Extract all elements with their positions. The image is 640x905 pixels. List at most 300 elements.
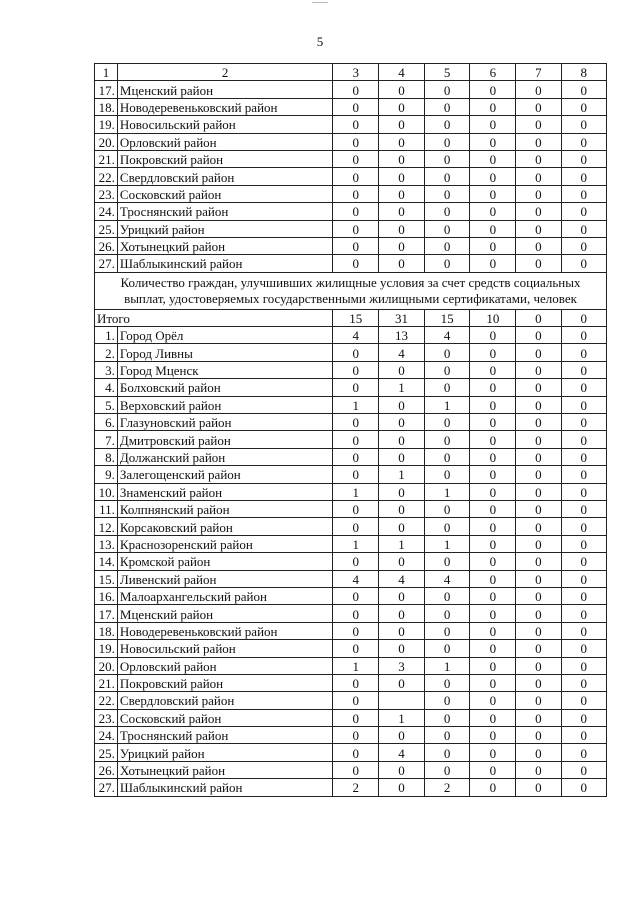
page-number: 5 (316, 34, 324, 49)
row-number: 2. (95, 344, 118, 361)
value-cell: 0 (516, 692, 561, 709)
row-number: 23. (95, 709, 118, 726)
value-cell: 4 (424, 327, 470, 344)
value-cell: 0 (561, 220, 606, 237)
value-cell: 0 (333, 692, 379, 709)
value-cell: 0 (516, 657, 561, 674)
district-name: Хотынецкий район (117, 237, 333, 254)
table-row (95, 605, 607, 622)
row-number: 8. (95, 448, 118, 465)
value-cell: 0 (424, 605, 470, 622)
value-cell: 0 (333, 81, 379, 98)
value-cell: 0 (379, 237, 425, 254)
value-cell: 0 (561, 622, 606, 639)
value-cell: 0 (470, 81, 516, 98)
value-cell: 0 (379, 361, 425, 378)
value-cell: 0 (333, 361, 379, 378)
district-name: Шаблыкинский район (117, 779, 333, 796)
value-cell: 0 (470, 237, 516, 254)
row-number: 3. (95, 361, 118, 378)
value-cell: 0 (470, 150, 516, 167)
value-cell: 0 (561, 431, 606, 448)
header-row (95, 64, 607, 81)
total-value: 15 (424, 309, 470, 326)
value-cell: 0 (333, 761, 379, 778)
value-cell: 0 (424, 150, 470, 167)
row-number: 9. (95, 466, 118, 483)
row-number: 18. (95, 622, 118, 639)
header-cell: 2 (117, 64, 333, 81)
value-cell: 0 (379, 414, 425, 431)
value-cell: 0 (379, 448, 425, 465)
value-cell: 0 (561, 518, 606, 535)
value-cell: 0 (333, 674, 379, 691)
value-cell: 0 (333, 203, 379, 220)
district-name: Ливенский район (117, 570, 333, 587)
table-row (95, 640, 607, 657)
row-number: 26. (95, 237, 118, 254)
scan-mark (312, 2, 328, 3)
value-cell: 0 (424, 692, 470, 709)
value-cell: 4 (379, 344, 425, 361)
value-cell: 0 (561, 553, 606, 570)
value-cell: 0 (516, 535, 561, 552)
value-cell: 0 (333, 431, 379, 448)
value-cell: 0 (424, 448, 470, 465)
district-name: Должанский район (117, 448, 333, 465)
value-cell: 0 (424, 116, 470, 133)
value-cell: 1 (379, 466, 425, 483)
header-cell: 5 (424, 64, 470, 81)
value-cell: 0 (561, 692, 606, 709)
value-cell: 0 (333, 500, 379, 517)
value-cell: 0 (561, 535, 606, 552)
value-cell: 0 (424, 81, 470, 98)
value-cell: 0 (424, 98, 470, 115)
value-cell: 0 (424, 168, 470, 185)
row-number: 16. (95, 587, 118, 604)
value-cell: 4 (333, 327, 379, 344)
district-name: Новосильский район (117, 116, 333, 133)
district-name: Мценский район (117, 81, 333, 98)
table-row (95, 622, 607, 639)
value-cell: 0 (333, 379, 379, 396)
value-cell: 0 (561, 185, 606, 202)
value-cell: 0 (379, 150, 425, 167)
district-name: Покровский район (117, 150, 333, 167)
value-cell: 0 (470, 203, 516, 220)
district-name: Орловский район (117, 133, 333, 150)
district-name: Хотынецкий район (117, 761, 333, 778)
row-number: 13. (95, 535, 118, 552)
value-cell: 0 (561, 255, 606, 272)
value-cell: 0 (470, 674, 516, 691)
value-cell: 0 (516, 500, 561, 517)
value-cell: 0 (470, 500, 516, 517)
value-cell: 0 (561, 168, 606, 185)
value-cell: 0 (470, 727, 516, 744)
value-cell: 0 (333, 448, 379, 465)
value-cell: 0 (424, 622, 470, 639)
value-cell: 0 (470, 327, 516, 344)
value-cell: 0 (424, 344, 470, 361)
value-cell: 0 (424, 744, 470, 761)
row-number: 20. (95, 657, 118, 674)
row-number: 26. (95, 761, 118, 778)
value-cell: 0 (561, 448, 606, 465)
row-number: 25. (95, 744, 118, 761)
district-name: Урицкий район (117, 744, 333, 761)
value-cell: 0 (333, 185, 379, 202)
value-cell: 0 (470, 761, 516, 778)
district-name: Новодеревеньковский район (117, 98, 333, 115)
district-name: Глазуновский район (117, 414, 333, 431)
value-cell: 0 (379, 203, 425, 220)
value-cell: 0 (516, 448, 561, 465)
row-number: 21. (95, 674, 118, 691)
total-value: 0 (516, 309, 561, 326)
value-cell: 0 (333, 220, 379, 237)
value-cell: 0 (516, 518, 561, 535)
table-row (95, 255, 607, 272)
value-cell: 0 (424, 237, 470, 254)
value-cell: 0 (470, 518, 516, 535)
value-cell: 0 (516, 361, 561, 378)
value-cell: 0 (516, 466, 561, 483)
table-row (95, 466, 607, 483)
value-cell: 0 (516, 255, 561, 272)
table-row (95, 431, 607, 448)
value-cell: 0 (561, 396, 606, 413)
value-cell: 0 (470, 379, 516, 396)
value-cell: 0 (470, 431, 516, 448)
value-cell: 0 (379, 185, 425, 202)
table-row (95, 327, 607, 344)
value-cell: 0 (516, 414, 561, 431)
district-name: Свердловский район (117, 692, 333, 709)
district-name: Мценский район (117, 605, 333, 622)
table-row (95, 727, 607, 744)
value-cell: 0 (470, 640, 516, 657)
total-value: 15 (333, 309, 379, 326)
value-cell: 0 (470, 185, 516, 202)
table-row (95, 779, 607, 796)
value-cell: 0 (561, 81, 606, 98)
value-cell: 0 (424, 674, 470, 691)
value-cell: 0 (516, 779, 561, 796)
value-cell: 0 (333, 98, 379, 115)
value-cell: 0 (516, 483, 561, 500)
value-cell: 0 (516, 220, 561, 237)
value-cell: 0 (470, 709, 516, 726)
table-row (95, 414, 607, 431)
row-number: 17. (95, 81, 118, 98)
district-name: Болховский район (117, 379, 333, 396)
value-cell: 0 (333, 116, 379, 133)
total-value: 0 (561, 309, 606, 326)
table-row (95, 709, 607, 726)
value-cell: 0 (516, 761, 561, 778)
total-row (95, 309, 607, 326)
table-row (95, 500, 607, 517)
row-number: 20. (95, 133, 118, 150)
value-cell: 0 (470, 587, 516, 604)
value-cell: 0 (333, 622, 379, 639)
value-cell: 0 (424, 709, 470, 726)
table-row (95, 761, 607, 778)
header-cell: 4 (379, 64, 425, 81)
row-number: 1. (95, 327, 118, 344)
row-number: 27. (95, 255, 118, 272)
value-cell: 4 (333, 570, 379, 587)
value-cell: 0 (470, 98, 516, 115)
value-cell: 1 (424, 483, 470, 500)
value-cell: 0 (516, 744, 561, 761)
table-row (95, 81, 607, 98)
value-cell: 0 (379, 431, 425, 448)
value-cell: 0 (379, 553, 425, 570)
value-cell: 0 (516, 344, 561, 361)
value-cell: 0 (516, 622, 561, 639)
value-cell: 0 (561, 657, 606, 674)
table-row (95, 553, 607, 570)
district-name: Свердловский район (117, 168, 333, 185)
total-value: 31 (379, 309, 425, 326)
value-cell: 0 (470, 744, 516, 761)
value-cell: 0 (561, 116, 606, 133)
value-cell: 0 (561, 744, 606, 761)
value-cell: 0 (516, 587, 561, 604)
value-cell: 0 (333, 518, 379, 535)
district-name: Покровский район (117, 674, 333, 691)
table-row (95, 203, 607, 220)
value-cell: 0 (516, 98, 561, 115)
district-name: Залегощенский район (117, 466, 333, 483)
district-name: Знаменский район (117, 483, 333, 500)
value-cell: 0 (561, 237, 606, 254)
value-cell: 1 (424, 535, 470, 552)
value-cell: 0 (333, 744, 379, 761)
value-cell: 0 (333, 466, 379, 483)
value-cell: 4 (379, 570, 425, 587)
value-cell: 2 (333, 779, 379, 796)
value-cell: 0 (424, 185, 470, 202)
table-row (95, 692, 607, 709)
value-cell: 0 (516, 709, 561, 726)
row-number: 12. (95, 518, 118, 535)
value-cell: 0 (470, 570, 516, 587)
value-cell: 0 (561, 605, 606, 622)
table-row (95, 535, 607, 552)
table-row (95, 98, 607, 115)
value-cell: 0 (470, 483, 516, 500)
row-number: 15. (95, 570, 118, 587)
value-cell: 0 (470, 220, 516, 237)
value-cell: 0 (470, 657, 516, 674)
value-cell: 0 (379, 255, 425, 272)
value-cell: 1 (424, 396, 470, 413)
value-cell: 0 (424, 553, 470, 570)
row-number: 14. (95, 553, 118, 570)
value-cell: 0 (333, 605, 379, 622)
value-cell: 0 (561, 779, 606, 796)
value-cell: 0 (333, 237, 379, 254)
value-cell: 1 (379, 535, 425, 552)
value-cell: 0 (424, 203, 470, 220)
table-row (95, 587, 607, 604)
header-cell: 6 (470, 64, 516, 81)
value-cell: 0 (470, 168, 516, 185)
district-name: Урицкий район (117, 220, 333, 237)
value-cell: 0 (516, 640, 561, 657)
value-cell: 0 (470, 133, 516, 150)
table-row (95, 657, 607, 674)
value-cell: 0 (516, 185, 561, 202)
value-cell: 0 (379, 640, 425, 657)
value-cell: 1 (333, 535, 379, 552)
value-cell: 0 (516, 150, 561, 167)
value-cell: 0 (516, 237, 561, 254)
value-cell: 0 (516, 674, 561, 691)
value-cell: 0 (516, 203, 561, 220)
row-number: 25. (95, 220, 118, 237)
table-row (95, 185, 607, 202)
value-cell: 0 (516, 81, 561, 98)
district-name: Новосильский район (117, 640, 333, 657)
value-cell: 0 (561, 379, 606, 396)
value-cell: 0 (516, 168, 561, 185)
value-cell: 0 (561, 640, 606, 657)
value-cell: 0 (561, 203, 606, 220)
header-cell: 3 (333, 64, 379, 81)
value-cell: 0 (424, 133, 470, 150)
district-name: Троснянский район (117, 203, 333, 220)
value-cell: 0 (561, 133, 606, 150)
row-number: 18. (95, 98, 118, 115)
value-cell: 13 (379, 327, 425, 344)
value-cell: 1 (424, 657, 470, 674)
header-cell: 8 (561, 64, 606, 81)
district-name: Верховский район (117, 396, 333, 413)
district-name: Корсаковский район (117, 518, 333, 535)
value-cell: 0 (333, 414, 379, 431)
section-row (95, 272, 607, 309)
value-cell: 0 (561, 500, 606, 517)
value-cell: 0 (561, 709, 606, 726)
table-row (95, 448, 607, 465)
value-cell: 0 (379, 761, 425, 778)
value-cell: 0 (561, 727, 606, 744)
value-cell: 0 (333, 640, 379, 657)
table-row (95, 396, 607, 413)
value-cell: 0 (561, 414, 606, 431)
value-cell: 0 (379, 587, 425, 604)
value-cell: 0 (379, 779, 425, 796)
value-cell: 0 (379, 674, 425, 691)
value-cell: 0 (333, 727, 379, 744)
value-cell: 0 (379, 518, 425, 535)
value-cell: 0 (470, 414, 516, 431)
value-cell: 0 (333, 255, 379, 272)
value-cell: 0 (424, 640, 470, 657)
value-cell: 0 (561, 483, 606, 500)
value-cell: 0 (379, 116, 425, 133)
section-title: Количество граждан, улучшивших жилищные условия за счет средств социальных выплат, удостоверяемых государственными жилищными сертификатами, человек (95, 272, 607, 309)
row-number: 27. (95, 779, 118, 796)
value-cell: 0 (470, 344, 516, 361)
value-cell: 0 (561, 327, 606, 344)
value-cell: 0 (470, 361, 516, 378)
row-number: 4. (95, 379, 118, 396)
table-row (95, 168, 607, 185)
value-cell (379, 692, 425, 709)
value-cell: 0 (379, 168, 425, 185)
district-name: Троснянский район (117, 727, 333, 744)
table-row (95, 483, 607, 500)
value-cell: 0 (470, 605, 516, 622)
value-cell: 1 (333, 396, 379, 413)
district-name: Город Ливны (117, 344, 333, 361)
value-cell: 0 (424, 518, 470, 535)
value-cell: 0 (516, 553, 561, 570)
district-name: Кромской район (117, 553, 333, 570)
value-cell: 0 (470, 553, 516, 570)
row-number: 24. (95, 203, 118, 220)
value-cell: 0 (333, 168, 379, 185)
value-cell: 0 (561, 361, 606, 378)
value-cell: 0 (516, 116, 561, 133)
table-row (95, 744, 607, 761)
value-cell: 0 (470, 116, 516, 133)
row-number: 6. (95, 414, 118, 431)
value-cell: 0 (333, 553, 379, 570)
value-cell: 0 (516, 605, 561, 622)
value-cell: 0 (333, 709, 379, 726)
value-cell: 0 (516, 431, 561, 448)
row-number: 21. (95, 150, 118, 167)
header-cell: 7 (516, 64, 561, 81)
value-cell: 0 (333, 150, 379, 167)
value-cell: 0 (470, 396, 516, 413)
row-number: 23. (95, 185, 118, 202)
district-name: Город Орёл (117, 327, 333, 344)
value-cell: 0 (516, 327, 561, 344)
value-cell: 3 (379, 657, 425, 674)
value-cell: 2 (424, 779, 470, 796)
table-row (95, 379, 607, 396)
value-cell: 0 (424, 727, 470, 744)
value-cell: 0 (424, 761, 470, 778)
district-name: Новодеревеньковский район (117, 622, 333, 639)
row-number: 7. (95, 431, 118, 448)
district-name: Сосковский район (117, 709, 333, 726)
table-row (95, 237, 607, 254)
value-cell: 0 (333, 587, 379, 604)
value-cell: 0 (561, 570, 606, 587)
value-cell: 0 (424, 431, 470, 448)
district-name: Краснозоренский район (117, 535, 333, 552)
row-number: 10. (95, 483, 118, 500)
value-cell: 0 (379, 98, 425, 115)
value-cell: 0 (424, 587, 470, 604)
row-number: 11. (95, 500, 118, 517)
value-cell: 0 (561, 587, 606, 604)
value-cell: 0 (561, 98, 606, 115)
value-cell: 0 (379, 622, 425, 639)
value-cell: 0 (470, 779, 516, 796)
value-cell: 1 (333, 483, 379, 500)
data-table (94, 63, 607, 797)
